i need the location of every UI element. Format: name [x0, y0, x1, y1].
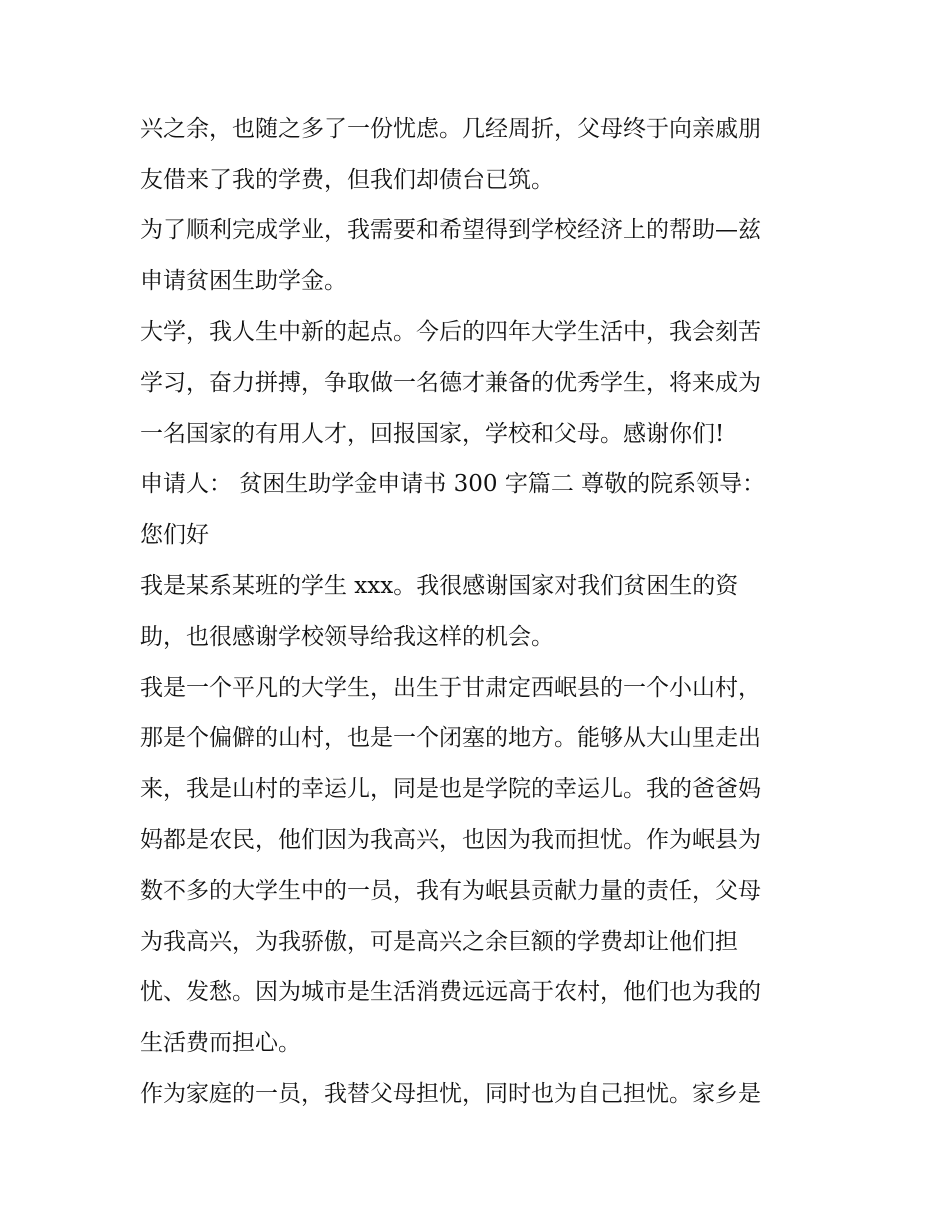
text-line: 那是个偏僻的山村，也是一个闭塞的地方。能够从大山里走出: [140, 725, 761, 751]
text-line: 作为家庭的一员，我替父母担忧，同时也为自己担忧。家乡是: [140, 1081, 761, 1107]
text-line: 为了顺利完成学业，我需要和希望得到学校经济上的帮助—兹: [140, 217, 761, 243]
text-line: 申请贫困生助学金。: [140, 268, 347, 294]
text-line: 妈都是农民，他们因为我高兴，也因为我而担忧。作为岷县为: [140, 827, 761, 853]
text-line: 助，也很感谢学校领导给我这样的机会。: [140, 624, 554, 650]
text-line: 您们好: [140, 522, 209, 548]
text-line: 来，我是山村的幸运儿，同是也是学院的幸运儿。我的爸爸妈: [140, 776, 761, 802]
text-line: 忧、发愁。因为城市是生活消费远远高于农村，他们也为我的: [140, 979, 761, 1005]
text-line: 友借来了我的学费，但我们却债台已筑。: [140, 167, 554, 193]
text-line: 我是一个平凡的大学生，出生于甘肃定西岷县的一个小山村，: [140, 675, 761, 701]
text-line: 兴之余，也随之多了一份忧虑。几经周折，父母终于向亲戚朋: [140, 116, 761, 142]
text-line: 为我高兴，为我骄傲，可是高兴之余巨额的学费却让他们担: [140, 929, 738, 955]
text-line: 一名国家的有用人才，回报国家，学校和父母。感谢你们!: [140, 421, 725, 447]
text-line: 生活费而担心。: [140, 1030, 301, 1056]
text-line: 我是某系某班的学生 xxx。我很感谢国家对我们贫困生的资: [140, 573, 739, 599]
text-line: 大学，我人生中新的起点。今后的四年大学生活中，我会刻苦: [140, 319, 761, 345]
text-line: 学习，奋力拼搏，争取做一名德才兼备的优秀学生，将来成为: [140, 370, 761, 396]
text-line: 数不多的大学生中的一员，我有为岷县贡献力量的责任，父母: [140, 878, 761, 904]
text-line: 申请人： 贫困生助学金申请书 300 字篇二 尊敬的院系领导：: [140, 471, 766, 497]
